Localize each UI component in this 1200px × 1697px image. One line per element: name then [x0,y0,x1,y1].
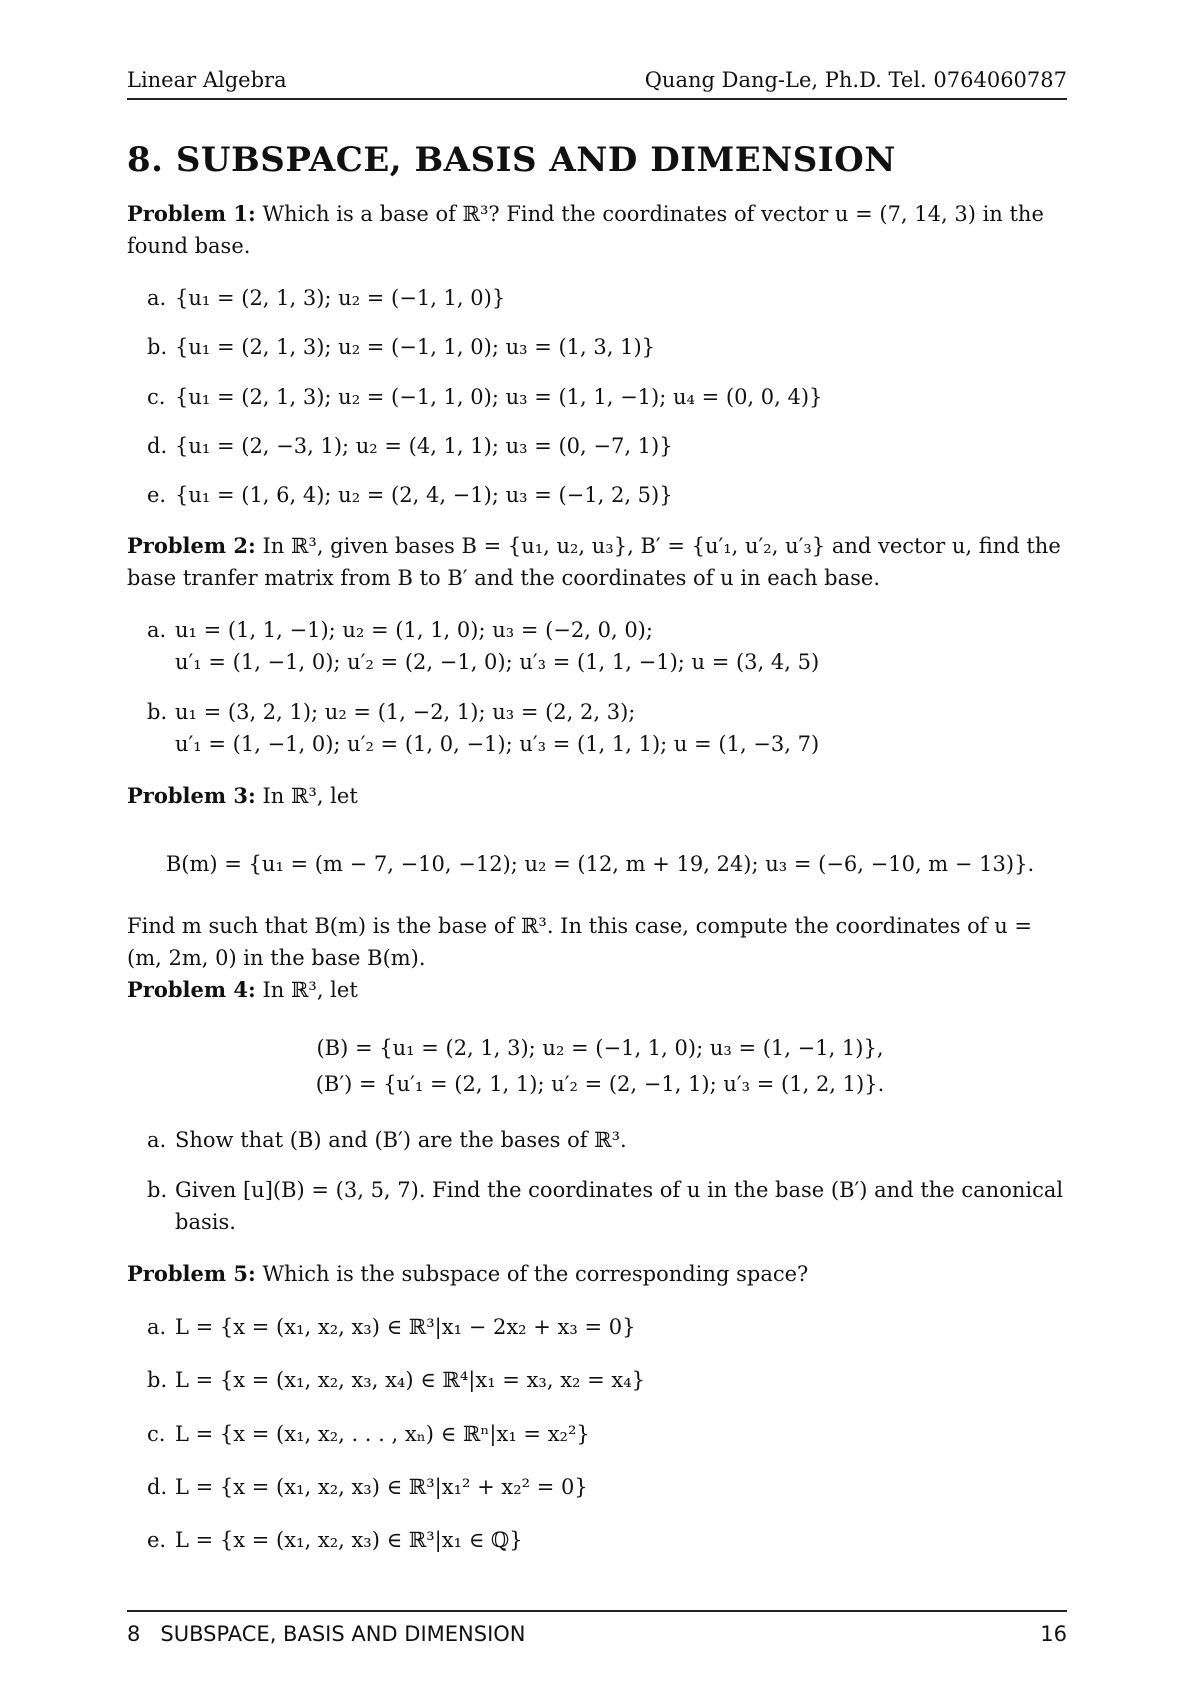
problem-5-option-b [147,1364,1067,1396]
problem-4-equation-b: (B) = {u₁ = (2, 1, 3); u₂ = (−1, 1, 0); u₃ = (1, −1, 1)}, [316,1036,884,1060]
option-label: d. [147,1475,168,1499]
option-line1: u₁ = (3, 2, 1); u₂ = (1, −2, 1); u₃ = (2, 2, 3); [175,700,636,724]
page-title: 8. SUBSPACE, BASIS AND DIMENSION [127,140,896,180]
option-label: d. [147,434,168,458]
option-label: c. [147,385,166,409]
problem-1-option-d [147,430,1067,462]
problem-4-intro: In ℝ³, let [262,978,358,1002]
problem-2-option-a [147,614,1067,646]
problem-3-label: Problem 3: [127,783,256,808]
option-text: {u₁ = (2, 1, 3); u₂ = (−1, 1, 0)} [175,286,506,310]
problem-2-label: Problem 2: [127,533,256,558]
option-text: {u₁ = (2, 1, 3); u₂ = (−1, 1, 0); u₃ = (1, 3, 1)} [175,335,655,359]
problem-2-option-b [147,696,1067,728]
problem-1-text-line2: found base. [127,234,251,258]
footer-section: 8 SUBSPACE, BASIS AND DIMENSION [127,1622,526,1646]
option-text: L = {x = (x₁, x₂, x₃) ∈ ℝ³|x₁ ∈ ℚ} [175,1528,523,1552]
option-label: b. [147,335,168,359]
problem-2-text-line2: base tranfer matrix from B to B′ and the coordinates of u in each base. [127,566,881,590]
option-label: a. [147,618,167,642]
problem-2-text-line1: In ℝ³, given bases B = {u₁, u₂, u₃}, B′ = {u′₁, u′₂, u′₃} and vector u, find the [262,534,1061,558]
problem-2-option-b-line2: u′₁ = (1, −1, 0); u′₂ = (1, 0, −1); u′₃ = (1, 1, 1); u = (1, −3, 7) [175,732,820,756]
problem-1-statement [127,198,1067,230]
option-label: e. [147,483,167,507]
problem-3-text-line2: (m, 2m, 0) in the base B(m). [127,946,426,970]
problem-4-statement [127,974,1067,1006]
option-text: {u₁ = (1, 6, 4); u₂ = (2, 4, −1); u₃ = (−1, 2, 5)} [175,483,673,507]
problem-1-option-c [147,381,1067,413]
problem-2-option-a-line2: u′₁ = (1, −1, 0); u′₂ = (2, −1, 0); u′₃ = (1, 1, −1); u = (3, 4, 5) [175,650,820,674]
problem-5-option-c [147,1418,1067,1450]
problem-4-option-a [147,1124,1067,1156]
problem-5-label: Problem 5: [127,1261,256,1286]
option-label: e. [147,1528,167,1552]
option-line1: u₁ = (1, 1, −1); u₂ = (1, 1, 0); u₃ = (−2, 0, 0); [175,618,653,642]
problem-2-statement [127,530,1067,562]
option-text: {u₁ = (2, −3, 1); u₂ = (4, 1, 1); u₃ = (0, −7, 1)} [175,434,673,458]
author-info: Quang Dang-Le, Ph.D. Tel. 0764060787 [644,68,1067,92]
option-label: b. [147,1178,168,1202]
problem-5-option-e [147,1524,1067,1556]
problem-3-equation: B(m) = {u₁ = (m − 7, −10, −12); u₂ = (12, m + 19, 24); u₃ = (−6, −10, m − 13)}. [165,852,1035,876]
problem-5-option-d [147,1471,1067,1503]
problem-1-label: Problem 1: [127,201,256,226]
problem-4-label: Problem 4: [127,977,256,1002]
option-label: a. [147,286,167,310]
problem-4-option-b-line2: basis. [175,1210,236,1234]
option-label: c. [147,1422,166,1446]
course-name: Linear Algebra [127,68,287,92]
problem-1-text-line1: Which is a base of ℝ³? Find the coordinates of vector u = (7, 14, 3) in the [262,202,1044,226]
option-text: L = {x = (x₁, x₂, x₃, x₄) ∈ ℝ⁴|x₁ = x₃, x₂ = x₄} [175,1368,646,1392]
option-label: b. [147,700,168,724]
option-text: {u₁ = (2, 1, 3); u₂ = (−1, 1, 0); u₃ = (1, 1, −1); u₄ = (0, 0, 4)} [175,385,823,409]
option-text: L = {x = (x₁, x₂, . . . , xₙ) ∈ ℝⁿ|x₁ = x₂²} [175,1422,590,1446]
problem-4-option-b [147,1174,1067,1206]
footer-rule [127,1610,1067,1612]
problem-3-text-line1: Find m such that B(m) is the base of ℝ³. In this case, compute the coordinates of u = [127,914,1033,938]
header-rule [127,98,1067,100]
option-label: b. [147,1368,168,1392]
problem-5-statement [127,1258,1067,1290]
option-label: a. [147,1315,167,1339]
problem-3-statement [127,780,1067,812]
option-label: a. [147,1128,167,1152]
problem-1-option-e [147,479,1067,511]
option-line1: Show that (B) and (B′) are the bases of ℝ³. [175,1128,627,1152]
page-header [127,62,1067,102]
problem-3-intro: In ℝ³, let [262,784,358,808]
problem-5-option-a [147,1311,1067,1343]
problem-4-equation-b-prime: (B′) = {u′₁ = (2, 1, 1); u′₂ = (2, −1, 1); u′₃ = (1, 2, 1)}. [315,1072,885,1096]
problem-1-option-b [147,331,1067,363]
page-number: 16 [1040,1622,1067,1646]
option-text: L = {x = (x₁, x₂, x₃) ∈ ℝ³|x₁² + x₂² = 0} [175,1475,588,1499]
problem-5-text: Which is the subspace of the corresponding space? [262,1262,809,1286]
option-line1: Given [u](B) = (3, 5, 7). Find the coordinates of u in the base (B′) and the canonical [175,1178,1064,1202]
option-text: L = {x = (x₁, x₂, x₃) ∈ ℝ³|x₁ − 2x₂ + x₃ = 0} [175,1315,636,1339]
problem-1-option-a [147,282,1067,314]
